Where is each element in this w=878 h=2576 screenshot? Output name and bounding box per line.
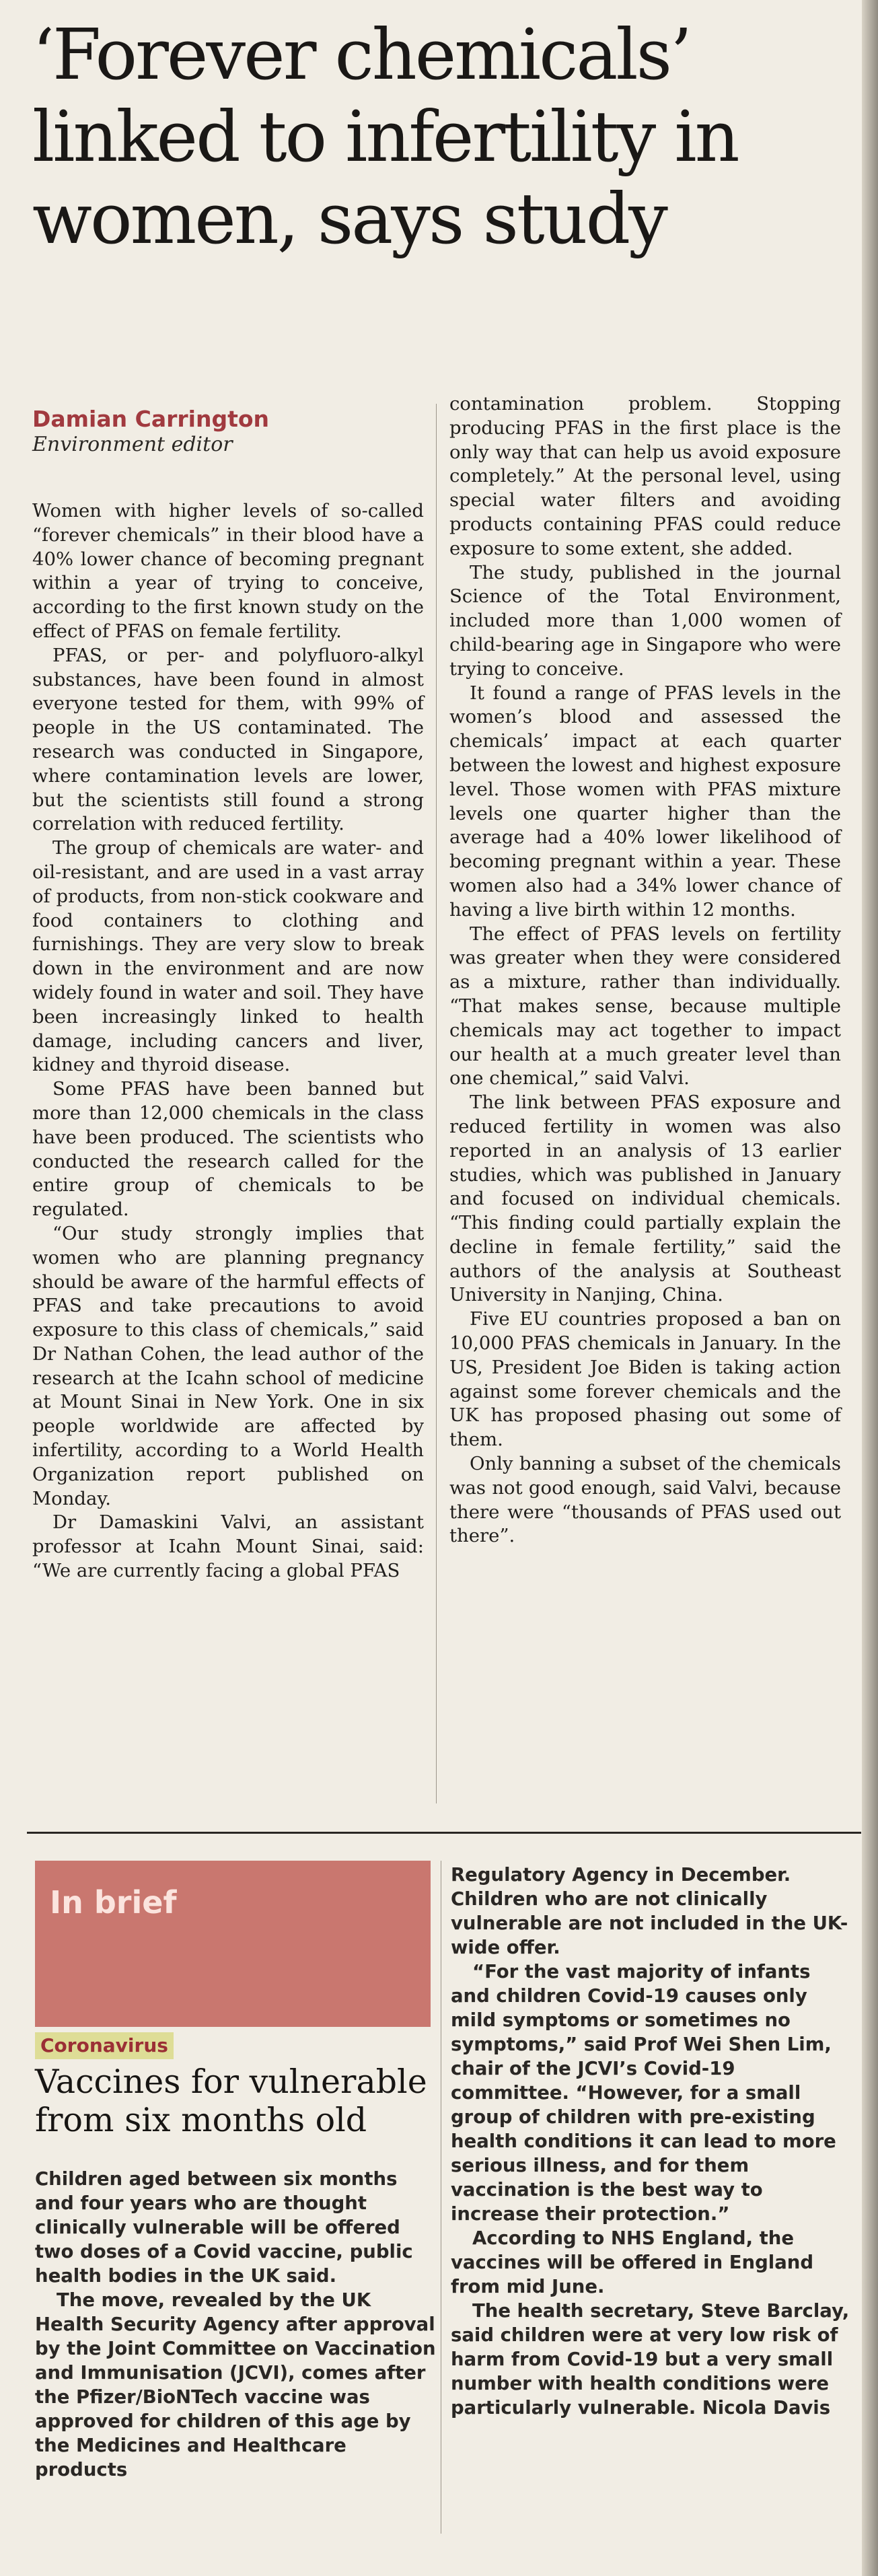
paragraph: Five EU countries proposed a ban on 10,000 PFAS chemicals in January. In the US, President Joe Biden is taking action against some forever chemicals and the UK has proposed phasing out some of them. xyxy=(449,1308,841,1451)
paragraph: Regulatory Agency in December. Children who are not clinically vulnerable are not included in the UK-wide offer. xyxy=(451,1864,848,1958)
paragraph: “For the vast majority of infants and children Covid-19 causes only mild symptoms or sometimes no symptoms,” said Prof Wei Shen Lim, chair of the JCVI’s Covid-19 committee. “However, for a small group of children with pre-existing health conditions it can lead to more serious illness, and for them vaccination is the best way to increase their protection.” xyxy=(451,1961,836,2225)
paragraph: It found a range of PFAS levels in the women’s blood and assessed the chemicals’ impact at each quarter between the lowest and highest exposure level. Those women with PFAS mixture levels one quarter higher than the average had a 40% lower likelihood of becoming pregnant within a year. These women also had a 34% lower chance of having a live birth within 12 months. xyxy=(449,682,841,921)
paragraph: PFAS, or per- and polyfluoro-alkyl substances, have been found in almost everyone tested for them, with 99% of people in the US contaminated. The research was conducted in Singapore, where contamination levels are lower, but the scientists still found a strong correlation with reduced fertility. xyxy=(32,644,424,835)
paragraph: Women with higher levels of so-called “forever chemicals” in their blood have a 40% lower chance of becoming pregnant within a year of trying to conceive, according to the first known study on the effect of PFAS on female fertility. xyxy=(32,500,424,642)
brief-column-2 xyxy=(451,1863,854,2420)
paragraph: The study, published in the journal Science of the Total Environment, included more than 1,000 women of child-bearing age in Singapore who were trying to conceive. xyxy=(449,561,841,680)
paragraph: “Our study strongly implies that women who are planning pregnancy should be aware of the harmful effects of PFAS and take precautions to avoid exposure to this class of chemicals,” said Dr Nathan Cohen, the lead author of the research at the Icahn school of medicine at Mount Sinai in New York. One in six people worldwide are affected by infertility, according to a World Health Organization report published on Monday. xyxy=(32,1222,424,1509)
byline-author: Damian Carrington xyxy=(32,406,270,432)
paragraph: The move, revealed by the UK Health Security Agency after approval by the Joint Committee on Vaccination and Immunisation (JCVI), comes after the Pfizer/BioNTech vaccine was approved for children of this age by the Medicines and Healthcare products xyxy=(35,2289,436,2480)
paragraph: Only banning a subset of the chemicals was not good enough, said Valvi, because there were “thousands of PFAS used out there”. xyxy=(449,1453,841,1547)
article-column-2 xyxy=(449,392,841,1548)
byline-role: Environment editor xyxy=(32,433,233,456)
page-edge xyxy=(862,0,878,2576)
paragraph: According to NHS England, the vaccines will be offered in England from mid June. xyxy=(451,2227,814,2297)
paragraph: Some PFAS have been banned but more than 12,000 chemicals in the class have been produced. The scientists who conducted the research called for the entire group of chemicals to be regulated. xyxy=(32,1078,424,1221)
in-brief-title: In brief xyxy=(50,1884,177,1921)
article-column-1 xyxy=(32,499,424,1583)
article-headline: ‘Forever chemicals’ linked to infertility in women, says study xyxy=(32,13,738,260)
brief-headline: Vaccines for vulnerable from six months old xyxy=(35,2063,427,2139)
paragraph-last xyxy=(451,2299,854,2420)
paragraph: The effect of PFAS levels on fertility was greater when they were considered as a mixture, rather than individually. “That makes sense, because multiple chemicals may act together to impact our health at a much greater level than one chemical,” said Valvi. xyxy=(449,923,841,1089)
paragraph: contamination problem. Stopping producing PFAS in the first place is the only way that can help us avoid exposure completely.” At the personal level, using special water filters and avoiding products containing PFAS could reduce exposure to some extent, she added. xyxy=(449,393,841,559)
section-divider xyxy=(27,1832,861,1834)
paragraph: Children aged between six months and four years who are thought clinically vulnerable will be offered two doses of a Covid vaccine, public health bodies in the UK said. xyxy=(35,2168,413,2287)
paragraph: The link between PFAS exposure and reduced fertility in women was also reported in an analysis of 13 earlier studies, which was published in January and focused on individual chemicals. “This finding could partially explain the decline in female fertility,” said the authors of the analysis at Southeast University in Nanjing, China. xyxy=(449,1092,841,1306)
paragraph-text: The health secretary, Steve Barclay, said children were at very low risk of harm from Covid-19 but a very small number with health conditions were particularly vulnerable. xyxy=(451,2300,850,2419)
paragraph: The group of chemicals are water- and oil-resistant, and are used in a vast array of products, from non-stick cookware and food containers to clothing and furnishings. They are very slow to break down in the environment and are now widely found in water and soil. They have been increasingly linked to health damage, including cancers and liver, kidney and thyroid disease. xyxy=(32,837,424,1076)
section-tag: Coronavirus xyxy=(35,2032,174,2059)
brief-column-1 xyxy=(35,2167,439,2482)
signoff: Nicola Davis xyxy=(702,2397,831,2419)
column-divider xyxy=(436,404,437,1803)
paragraph: Dr Damaskini Valvi, an assistant professor at Icahn Mount Sinai, said: “We are currently facing a global PFAS xyxy=(32,1511,424,1582)
byline xyxy=(32,406,269,458)
